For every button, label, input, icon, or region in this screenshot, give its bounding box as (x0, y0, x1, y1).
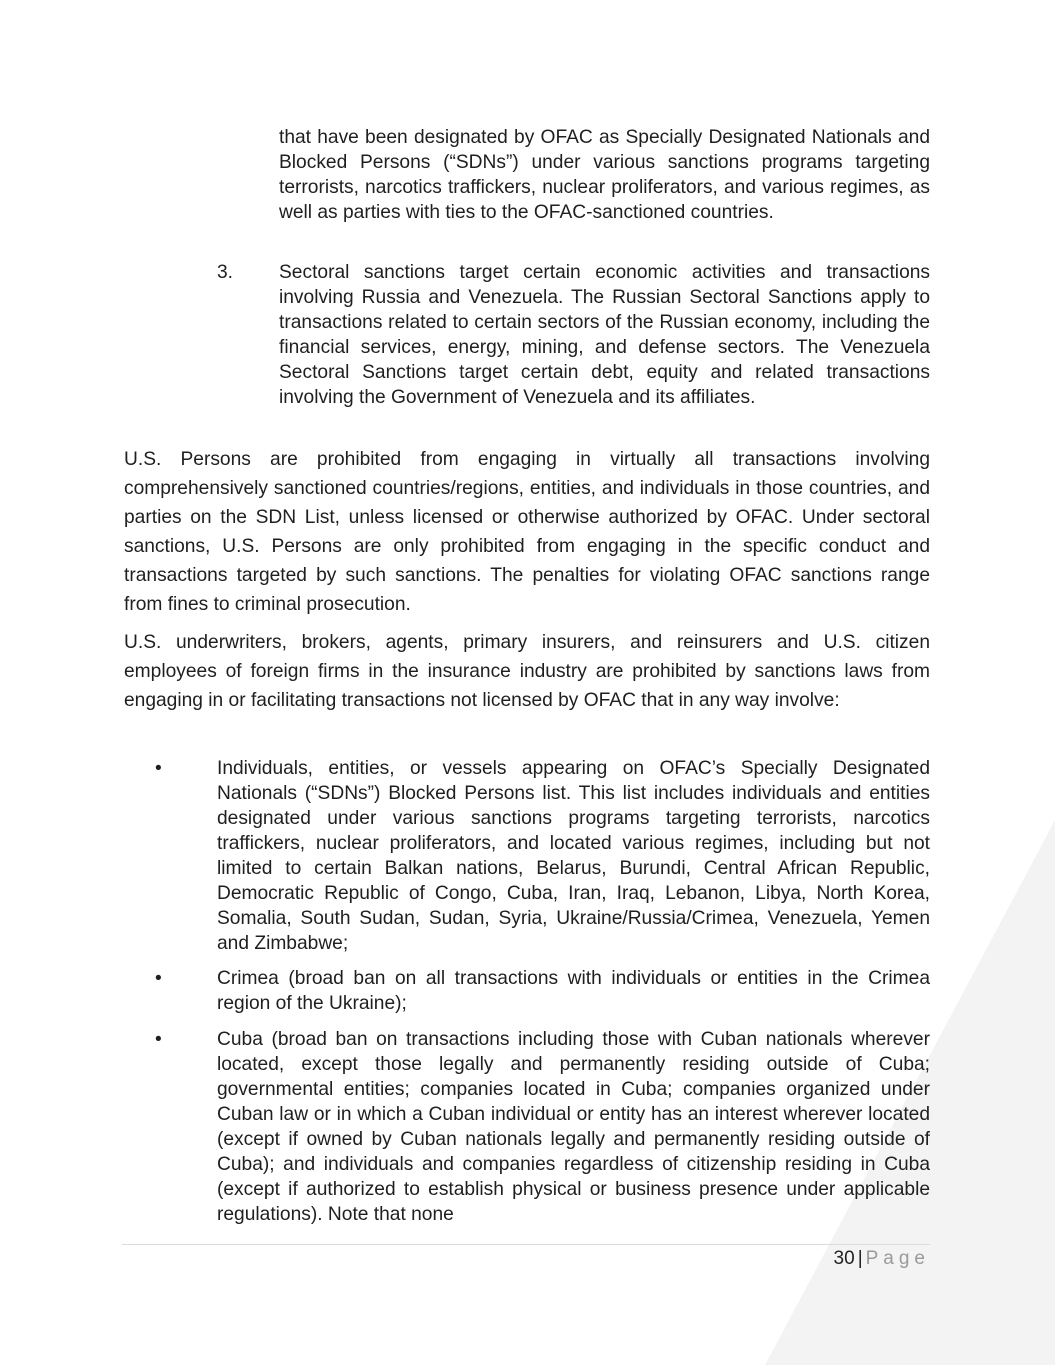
item-number: 3. (217, 262, 234, 283)
footer-separator: | (857, 1248, 863, 1269)
paragraph: U.S. Persons are prohibited from engaging in virtually all transactions involving comprehensively sanctioned countries/regions, entities, and individuals in those countries, and parties on the SDN List, unless licensed or otherwise authorized by OFAC. Under sectoral sanctions, U.S. Persons are only prohibited from engaging in the specific conduct and transactions targeted by such sanctions. The penalties for violating OFAC sanctions range from fines to criminal prosecution. (124, 449, 930, 615)
bullet-item (155, 756, 930, 956)
numbered-item (217, 260, 930, 410)
item-text: Sectoral sanctions target certain economic activities and transactions involving Russia and Venezuela. The Russian Sectoral Sanctions apply to transactions related to certain sectors of the Russian economy, including the financial services, energy, mining, and defense sectors. The Venezuela Sectoral Sanctions target certain debt, equity and related transactions involving the Government of Venezuela and its affiliates. (279, 262, 930, 408)
page-label: Page (865, 1248, 930, 1269)
bullet-item (155, 1027, 930, 1227)
paragraph: U.S. underwriters, brokers, agents, primary insurers, and reinsurers and U.S. citizen employees of foreign firms in the insurance industry are prohibited by sanctions laws from engaging in or facilitating transactions not licensed by OFAC that in any way involve: (124, 632, 930, 711)
page-footer (834, 1247, 930, 1271)
bullet-marker: • (155, 968, 162, 989)
footer-divider (122, 1244, 930, 1245)
bullet-text: Crimea (broad ban on all transactions with individuals or entities in the Crimea region of the Ukraine); (217, 968, 930, 1014)
bullet-item (155, 966, 930, 1016)
continued-paragraph: that have been designated by OFAC as Specially Designated Nationals and Blocked Persons (“SDNs”) under various sanctions programs targeting terrorists, narcotics traffickers, nuclear proliferators, and various regimes, as well as parties with ties to the OFAC-sanctioned countries. (279, 127, 930, 223)
bullet-text: Individuals, entities, or vessels appearing on OFAC’s Specially Designated Nationals (“SDNs”) Blocked Persons list. This list includes individuals and entities designated under various sanctions programs targeting terrorists, narcotics traffickers, nuclear proliferators, and located various regimes, including but not limited to certain Balkan nations, Belarus, Burundi, Central African Republic, Democratic Republic of Congo, Cuba, Iran, Iraq, Lebanon, Libya, North Korea, Somalia, South Sudan, Sudan, Syria, Ukraine/Russia/Crimea, Venezuela, Yemen and Zimbabwe; (217, 758, 930, 954)
bullet-marker: • (155, 758, 162, 779)
bullet-marker: • (155, 1029, 162, 1050)
bullet-text: Cuba (broad ban on transactions including those with Cuban nationals wherever located, except those legally and permanently residing outside of Cuba; governmental entities; companies located in Cuba; companies organized under Cuban law or in which a Cuban individual or entity has an interest wherever located (except if owned by Cuban nationals legally and permanently residing outside of Cuba); and individuals and companies regardless of citizenship residing in Cuba (except if authorized to establish physical or business presence under applicable regulations). Note that none (217, 1029, 930, 1225)
page-number: 30 (833, 1248, 855, 1269)
